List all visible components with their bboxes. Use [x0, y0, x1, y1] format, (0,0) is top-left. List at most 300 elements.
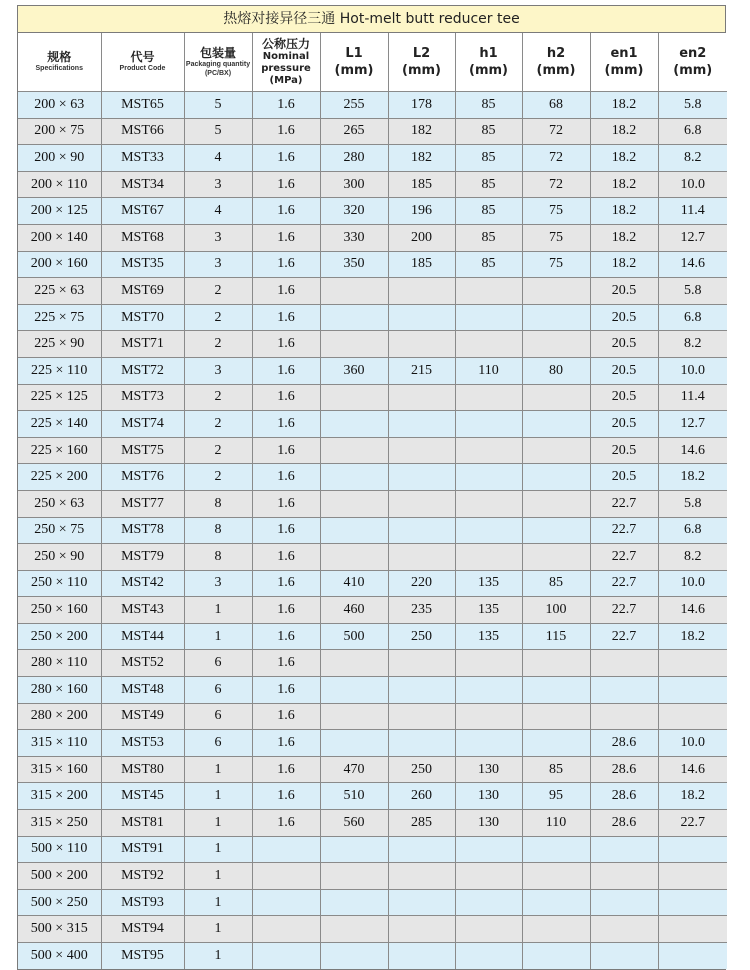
table-row — [18, 411, 727, 438]
cell-spec: 250 × 75 — [18, 517, 101, 544]
cell-code: MST70 — [101, 304, 184, 331]
cell-code: MST94 — [101, 916, 184, 943]
cell-code: MST67 — [101, 198, 184, 225]
cell-pressure — [252, 943, 320, 969]
cell-en1 — [590, 916, 658, 943]
cell-h2 — [522, 331, 590, 358]
cell-h1 — [455, 544, 522, 571]
table-row — [18, 544, 727, 571]
cell-spec: 500 × 200 — [18, 863, 101, 890]
cell-l2 — [388, 677, 455, 704]
cell-h1: 110 — [455, 357, 522, 384]
cell-l1: 265 — [320, 118, 388, 145]
cell-h1 — [455, 384, 522, 411]
header-label: h1 — [479, 46, 498, 61]
cell-en1: 22.7 — [590, 570, 658, 597]
cell-pressure — [252, 916, 320, 943]
cell-spec: 315 × 160 — [18, 756, 101, 783]
cell-packaging: 1 — [184, 943, 252, 969]
cell-code: MST69 — [101, 278, 184, 305]
cell-l1 — [320, 650, 388, 677]
cell-en1 — [590, 889, 658, 916]
cell-en1: 18.2 — [590, 198, 658, 225]
cell-pressure: 1.6 — [252, 224, 320, 251]
header-specifications — [18, 33, 101, 92]
cell-packaging: 6 — [184, 730, 252, 757]
cell-pressure: 1.6 — [252, 278, 320, 305]
cell-h2: 80 — [522, 357, 590, 384]
cell-spec: 250 × 63 — [18, 490, 101, 517]
cell-packaging: 1 — [184, 863, 252, 890]
cell-en2: 12.7 — [658, 224, 727, 251]
cell-h1: 130 — [455, 783, 522, 810]
cell-l1 — [320, 278, 388, 305]
header-packaging — [184, 33, 252, 92]
cell-code: MST79 — [101, 544, 184, 571]
cell-spec: 500 × 315 — [18, 916, 101, 943]
cell-en1: 22.7 — [590, 490, 658, 517]
cell-en2: 6.8 — [658, 517, 727, 544]
table-row — [18, 703, 727, 730]
header-unit: (mm) — [402, 63, 441, 78]
cell-pressure — [252, 836, 320, 863]
cell-l2: 200 — [388, 224, 455, 251]
cell-l1: 510 — [320, 783, 388, 810]
table-row — [18, 464, 727, 491]
cell-code: MST65 — [101, 92, 184, 119]
cell-packaging: 3 — [184, 224, 252, 251]
cell-packaging: 2 — [184, 331, 252, 358]
cell-pressure: 1.6 — [252, 597, 320, 624]
cell-h2: 100 — [522, 597, 590, 624]
cell-l2 — [388, 730, 455, 757]
cell-h2: 115 — [522, 623, 590, 650]
cell-h1 — [455, 278, 522, 305]
cell-h1 — [455, 464, 522, 491]
cell-en2: 10.0 — [658, 171, 727, 198]
cell-l1: 360 — [320, 357, 388, 384]
cell-spec: 225 × 125 — [18, 384, 101, 411]
cell-en1: 20.5 — [590, 304, 658, 331]
cell-code: MST95 — [101, 943, 184, 969]
cell-packaging: 2 — [184, 411, 252, 438]
cell-en1: 20.5 — [590, 437, 658, 464]
cell-pressure: 1.6 — [252, 437, 320, 464]
cell-l2 — [388, 411, 455, 438]
table-row — [18, 357, 727, 384]
cell-spec: 315 × 110 — [18, 730, 101, 757]
cell-pressure: 1.6 — [252, 517, 320, 544]
cell-en2 — [658, 916, 727, 943]
cell-en2 — [658, 836, 727, 863]
cell-l2 — [388, 331, 455, 358]
cell-l2 — [388, 384, 455, 411]
header-l1 — [320, 33, 388, 92]
cell-l2: 220 — [388, 570, 455, 597]
cell-en1: 22.7 — [590, 517, 658, 544]
cell-en1: 20.5 — [590, 331, 658, 358]
cell-spec: 200 × 140 — [18, 224, 101, 251]
table-row — [18, 304, 727, 331]
cell-packaging: 6 — [184, 677, 252, 704]
table-row — [18, 916, 727, 943]
cell-code: MST77 — [101, 490, 184, 517]
table-row — [18, 623, 727, 650]
cell-h2: 68 — [522, 92, 590, 119]
cell-pressure: 1.6 — [252, 544, 320, 571]
cell-en1: 20.5 — [590, 411, 658, 438]
cell-h2 — [522, 943, 590, 969]
cell-h2 — [522, 384, 590, 411]
header-label: L2 — [412, 46, 431, 61]
cell-l2 — [388, 943, 455, 969]
cell-en1: 20.5 — [590, 278, 658, 305]
cell-en1: 28.6 — [590, 730, 658, 757]
table-row — [18, 490, 727, 517]
table-row — [18, 650, 727, 677]
table-row — [18, 863, 727, 890]
cell-h1 — [455, 437, 522, 464]
table-row — [18, 517, 727, 544]
table-row — [18, 783, 727, 810]
cell-h2 — [522, 730, 590, 757]
cell-l2: 250 — [388, 623, 455, 650]
cell-en2: 10.0 — [658, 730, 727, 757]
cell-pressure: 1.6 — [252, 251, 320, 278]
header-unit: (mm) — [469, 63, 508, 78]
cell-h2: 72 — [522, 171, 590, 198]
cell-en2: 18.2 — [658, 464, 727, 491]
cell-en1 — [590, 836, 658, 863]
cell-l1 — [320, 544, 388, 571]
cell-spec: 250 × 110 — [18, 570, 101, 597]
header-sublabel: (MPa) — [269, 74, 303, 86]
cell-en2: 6.8 — [658, 304, 727, 331]
cell-en2: 14.6 — [658, 437, 727, 464]
cell-packaging: 1 — [184, 916, 252, 943]
cell-l1: 320 — [320, 198, 388, 225]
cell-code: MST66 — [101, 118, 184, 145]
cell-en1 — [590, 677, 658, 704]
cell-pressure: 1.6 — [252, 118, 320, 145]
cell-h2: 85 — [522, 756, 590, 783]
table-row — [18, 597, 727, 624]
cell-l2 — [388, 304, 455, 331]
cell-l1 — [320, 677, 388, 704]
cell-en1: 22.7 — [590, 544, 658, 571]
cell-l2: 215 — [388, 357, 455, 384]
cell-en2 — [658, 677, 727, 704]
cell-l1 — [320, 304, 388, 331]
cell-h1: 135 — [455, 570, 522, 597]
cell-spec: 225 × 160 — [18, 437, 101, 464]
cell-pressure: 1.6 — [252, 331, 320, 358]
cell-packaging: 1 — [184, 623, 252, 650]
cell-l1: 330 — [320, 224, 388, 251]
cell-en1: 20.5 — [590, 384, 658, 411]
cell-pressure: 1.6 — [252, 783, 320, 810]
cell-en1: 20.5 — [590, 357, 658, 384]
cell-pressure: 1.6 — [252, 357, 320, 384]
cell-spec: 250 × 90 — [18, 544, 101, 571]
cell-spec: 250 × 200 — [18, 623, 101, 650]
cell-l2 — [388, 863, 455, 890]
cell-packaging: 5 — [184, 92, 252, 119]
cell-h2 — [522, 703, 590, 730]
cell-packaging: 5 — [184, 118, 252, 145]
cell-l2: 182 — [388, 145, 455, 172]
cell-en1 — [590, 863, 658, 890]
cell-en1: 18.2 — [590, 224, 658, 251]
cell-l2 — [388, 916, 455, 943]
cell-spec: 200 × 90 — [18, 145, 101, 172]
cell-h2 — [522, 544, 590, 571]
table-row — [18, 943, 727, 969]
cell-en2: 5.8 — [658, 92, 727, 119]
cell-l1: 350 — [320, 251, 388, 278]
cell-h2: 75 — [522, 251, 590, 278]
cell-l2: 250 — [388, 756, 455, 783]
cell-pressure: 1.6 — [252, 384, 320, 411]
cell-spec: 250 × 160 — [18, 597, 101, 624]
cell-code: MST80 — [101, 756, 184, 783]
cell-en2: 8.2 — [658, 331, 727, 358]
cell-packaging: 1 — [184, 597, 252, 624]
cell-pressure: 1.6 — [252, 198, 320, 225]
cell-l2: 260 — [388, 783, 455, 810]
cell-en2 — [658, 889, 727, 916]
cell-l2 — [388, 703, 455, 730]
cell-l1: 410 — [320, 570, 388, 597]
cell-pressure: 1.6 — [252, 756, 320, 783]
cell-pressure: 1.6 — [252, 304, 320, 331]
cell-l1 — [320, 464, 388, 491]
cell-code: MST73 — [101, 384, 184, 411]
cell-code: MST93 — [101, 889, 184, 916]
cell-packaging: 8 — [184, 517, 252, 544]
header-row — [18, 33, 727, 92]
cell-h2 — [522, 650, 590, 677]
cell-spec: 280 × 110 — [18, 650, 101, 677]
header-label: 包装量 — [199, 45, 236, 60]
cell-h2: 110 — [522, 810, 590, 837]
cell-l1 — [320, 490, 388, 517]
cell-l2: 178 — [388, 92, 455, 119]
cell-l1 — [320, 730, 388, 757]
cell-code: MST35 — [101, 251, 184, 278]
cell-l1: 560 — [320, 810, 388, 837]
cell-packaging: 2 — [184, 384, 252, 411]
header-sublabel: Specifications — [35, 65, 83, 72]
cell-en2: 14.6 — [658, 597, 727, 624]
cell-pressure: 1.6 — [252, 464, 320, 491]
cell-code: MST72 — [101, 357, 184, 384]
cell-h2 — [522, 437, 590, 464]
cell-spec: 200 × 63 — [18, 92, 101, 119]
cell-spec: 200 × 110 — [18, 171, 101, 198]
table-row — [18, 224, 727, 251]
cell-code: MST44 — [101, 623, 184, 650]
cell-packaging: 2 — [184, 437, 252, 464]
cell-code: MST92 — [101, 863, 184, 890]
cell-en1 — [590, 943, 658, 969]
cell-h1 — [455, 730, 522, 757]
table-row — [18, 437, 727, 464]
cell-l1 — [320, 331, 388, 358]
cell-en2: 10.0 — [658, 357, 727, 384]
header-label: en2 — [679, 46, 707, 61]
cell-pressure: 1.6 — [252, 677, 320, 704]
cell-l1 — [320, 889, 388, 916]
cell-packaging: 6 — [184, 650, 252, 677]
cell-l1: 460 — [320, 597, 388, 624]
table-row — [18, 810, 727, 837]
table-row — [18, 278, 727, 305]
cell-l2: 182 — [388, 118, 455, 145]
cell-packaging: 2 — [184, 304, 252, 331]
header-h1 — [455, 33, 522, 92]
cell-en2: 22.7 — [658, 810, 727, 837]
cell-h2 — [522, 677, 590, 704]
cell-l1: 470 — [320, 756, 388, 783]
header-sublabel: Product Code — [119, 65, 166, 72]
cell-spec: 225 × 63 — [18, 278, 101, 305]
cell-en2: 11.4 — [658, 384, 727, 411]
table-row — [18, 384, 727, 411]
cell-packaging: 8 — [184, 544, 252, 571]
cell-l2 — [388, 437, 455, 464]
cell-l1 — [320, 384, 388, 411]
cell-code: MST33 — [101, 145, 184, 172]
cell-l2 — [388, 650, 455, 677]
cell-h2 — [522, 916, 590, 943]
cell-h1 — [455, 490, 522, 517]
cell-h1: 135 — [455, 597, 522, 624]
cell-code: MST91 — [101, 836, 184, 863]
table-row — [18, 171, 727, 198]
cell-h2 — [522, 490, 590, 517]
cell-packaging: 3 — [184, 570, 252, 597]
cell-code: MST78 — [101, 517, 184, 544]
cell-en1: 28.6 — [590, 756, 658, 783]
cell-spec: 500 × 400 — [18, 943, 101, 969]
cell-h2 — [522, 889, 590, 916]
cell-code: MST49 — [101, 703, 184, 730]
cell-h2: 85 — [522, 570, 590, 597]
table-row — [18, 889, 727, 916]
cell-pressure: 1.6 — [252, 145, 320, 172]
cell-en1 — [590, 703, 658, 730]
cell-l1 — [320, 703, 388, 730]
cell-packaging: 2 — [184, 278, 252, 305]
cell-en2: 12.7 — [658, 411, 727, 438]
cell-h1: 85 — [455, 224, 522, 251]
cell-h2 — [522, 863, 590, 890]
cell-h2 — [522, 278, 590, 305]
cell-packaging: 2 — [184, 464, 252, 491]
cell-pressure: 1.6 — [252, 171, 320, 198]
cell-h1 — [455, 916, 522, 943]
cell-h2 — [522, 411, 590, 438]
header-unit: (mm) — [334, 63, 374, 78]
cell-code: MST52 — [101, 650, 184, 677]
cell-pressure: 1.6 — [252, 703, 320, 730]
header-l2 — [388, 33, 455, 92]
cell-l1: 255 — [320, 92, 388, 119]
cell-h1: 130 — [455, 756, 522, 783]
cell-h1 — [455, 863, 522, 890]
cell-h1 — [455, 703, 522, 730]
cell-pressure — [252, 889, 320, 916]
header-sublabel: Nominal — [262, 50, 310, 62]
cell-en1: 22.7 — [590, 623, 658, 650]
cell-spec: 200 × 160 — [18, 251, 101, 278]
cell-l2: 196 — [388, 198, 455, 225]
header-product-code — [101, 33, 184, 92]
table-row — [18, 251, 727, 278]
cell-l2: 185 — [388, 171, 455, 198]
table-row — [18, 331, 727, 358]
table-row — [18, 677, 727, 704]
cell-code: MST53 — [101, 730, 184, 757]
cell-en2: 5.8 — [658, 278, 727, 305]
header-label: en1 — [610, 46, 638, 61]
cell-h1 — [455, 677, 522, 704]
cell-l2 — [388, 464, 455, 491]
cell-h1 — [455, 650, 522, 677]
cell-pressure: 1.6 — [252, 810, 320, 837]
header-label: L1 — [345, 46, 363, 61]
cell-l2 — [388, 278, 455, 305]
spec-table-frame — [17, 5, 726, 970]
table-row — [18, 730, 727, 757]
cell-en2: 18.2 — [658, 783, 727, 810]
header-unit: (mm) — [673, 63, 713, 78]
cell-l2 — [388, 836, 455, 863]
cell-pressure — [252, 863, 320, 890]
cell-code: MST34 — [101, 171, 184, 198]
cell-h1 — [455, 331, 522, 358]
table-title: 热熔对接异径三通 Hot-melt butt reducer tee — [18, 6, 725, 33]
cell-h2: 75 — [522, 198, 590, 225]
cell-code: MST74 — [101, 411, 184, 438]
header-sublabel: pressure — [261, 62, 311, 74]
cell-h2: 72 — [522, 145, 590, 172]
cell-en2: 14.6 — [658, 756, 727, 783]
cell-l2 — [388, 517, 455, 544]
table-row — [18, 118, 727, 145]
cell-spec: 225 × 75 — [18, 304, 101, 331]
header-sublabel: Packaging quantity — [185, 60, 251, 68]
cell-l1 — [320, 836, 388, 863]
cell-pressure: 1.6 — [252, 490, 320, 517]
cell-en2: 8.2 — [658, 544, 727, 571]
cell-packaging: 1 — [184, 836, 252, 863]
cell-h2: 72 — [522, 118, 590, 145]
cell-spec: 280 × 200 — [18, 703, 101, 730]
header-label: 公称压力 — [261, 36, 310, 51]
header-label: 规格 — [47, 50, 72, 64]
cell-en1: 18.2 — [590, 145, 658, 172]
header-label: 代号 — [130, 50, 155, 64]
cell-en1: 18.2 — [590, 171, 658, 198]
cell-spec: 225 × 110 — [18, 357, 101, 384]
cell-packaging: 1 — [184, 810, 252, 837]
table-row — [18, 570, 727, 597]
cell-pressure: 1.6 — [252, 623, 320, 650]
cell-l1 — [320, 943, 388, 969]
cell-l2: 235 — [388, 597, 455, 624]
